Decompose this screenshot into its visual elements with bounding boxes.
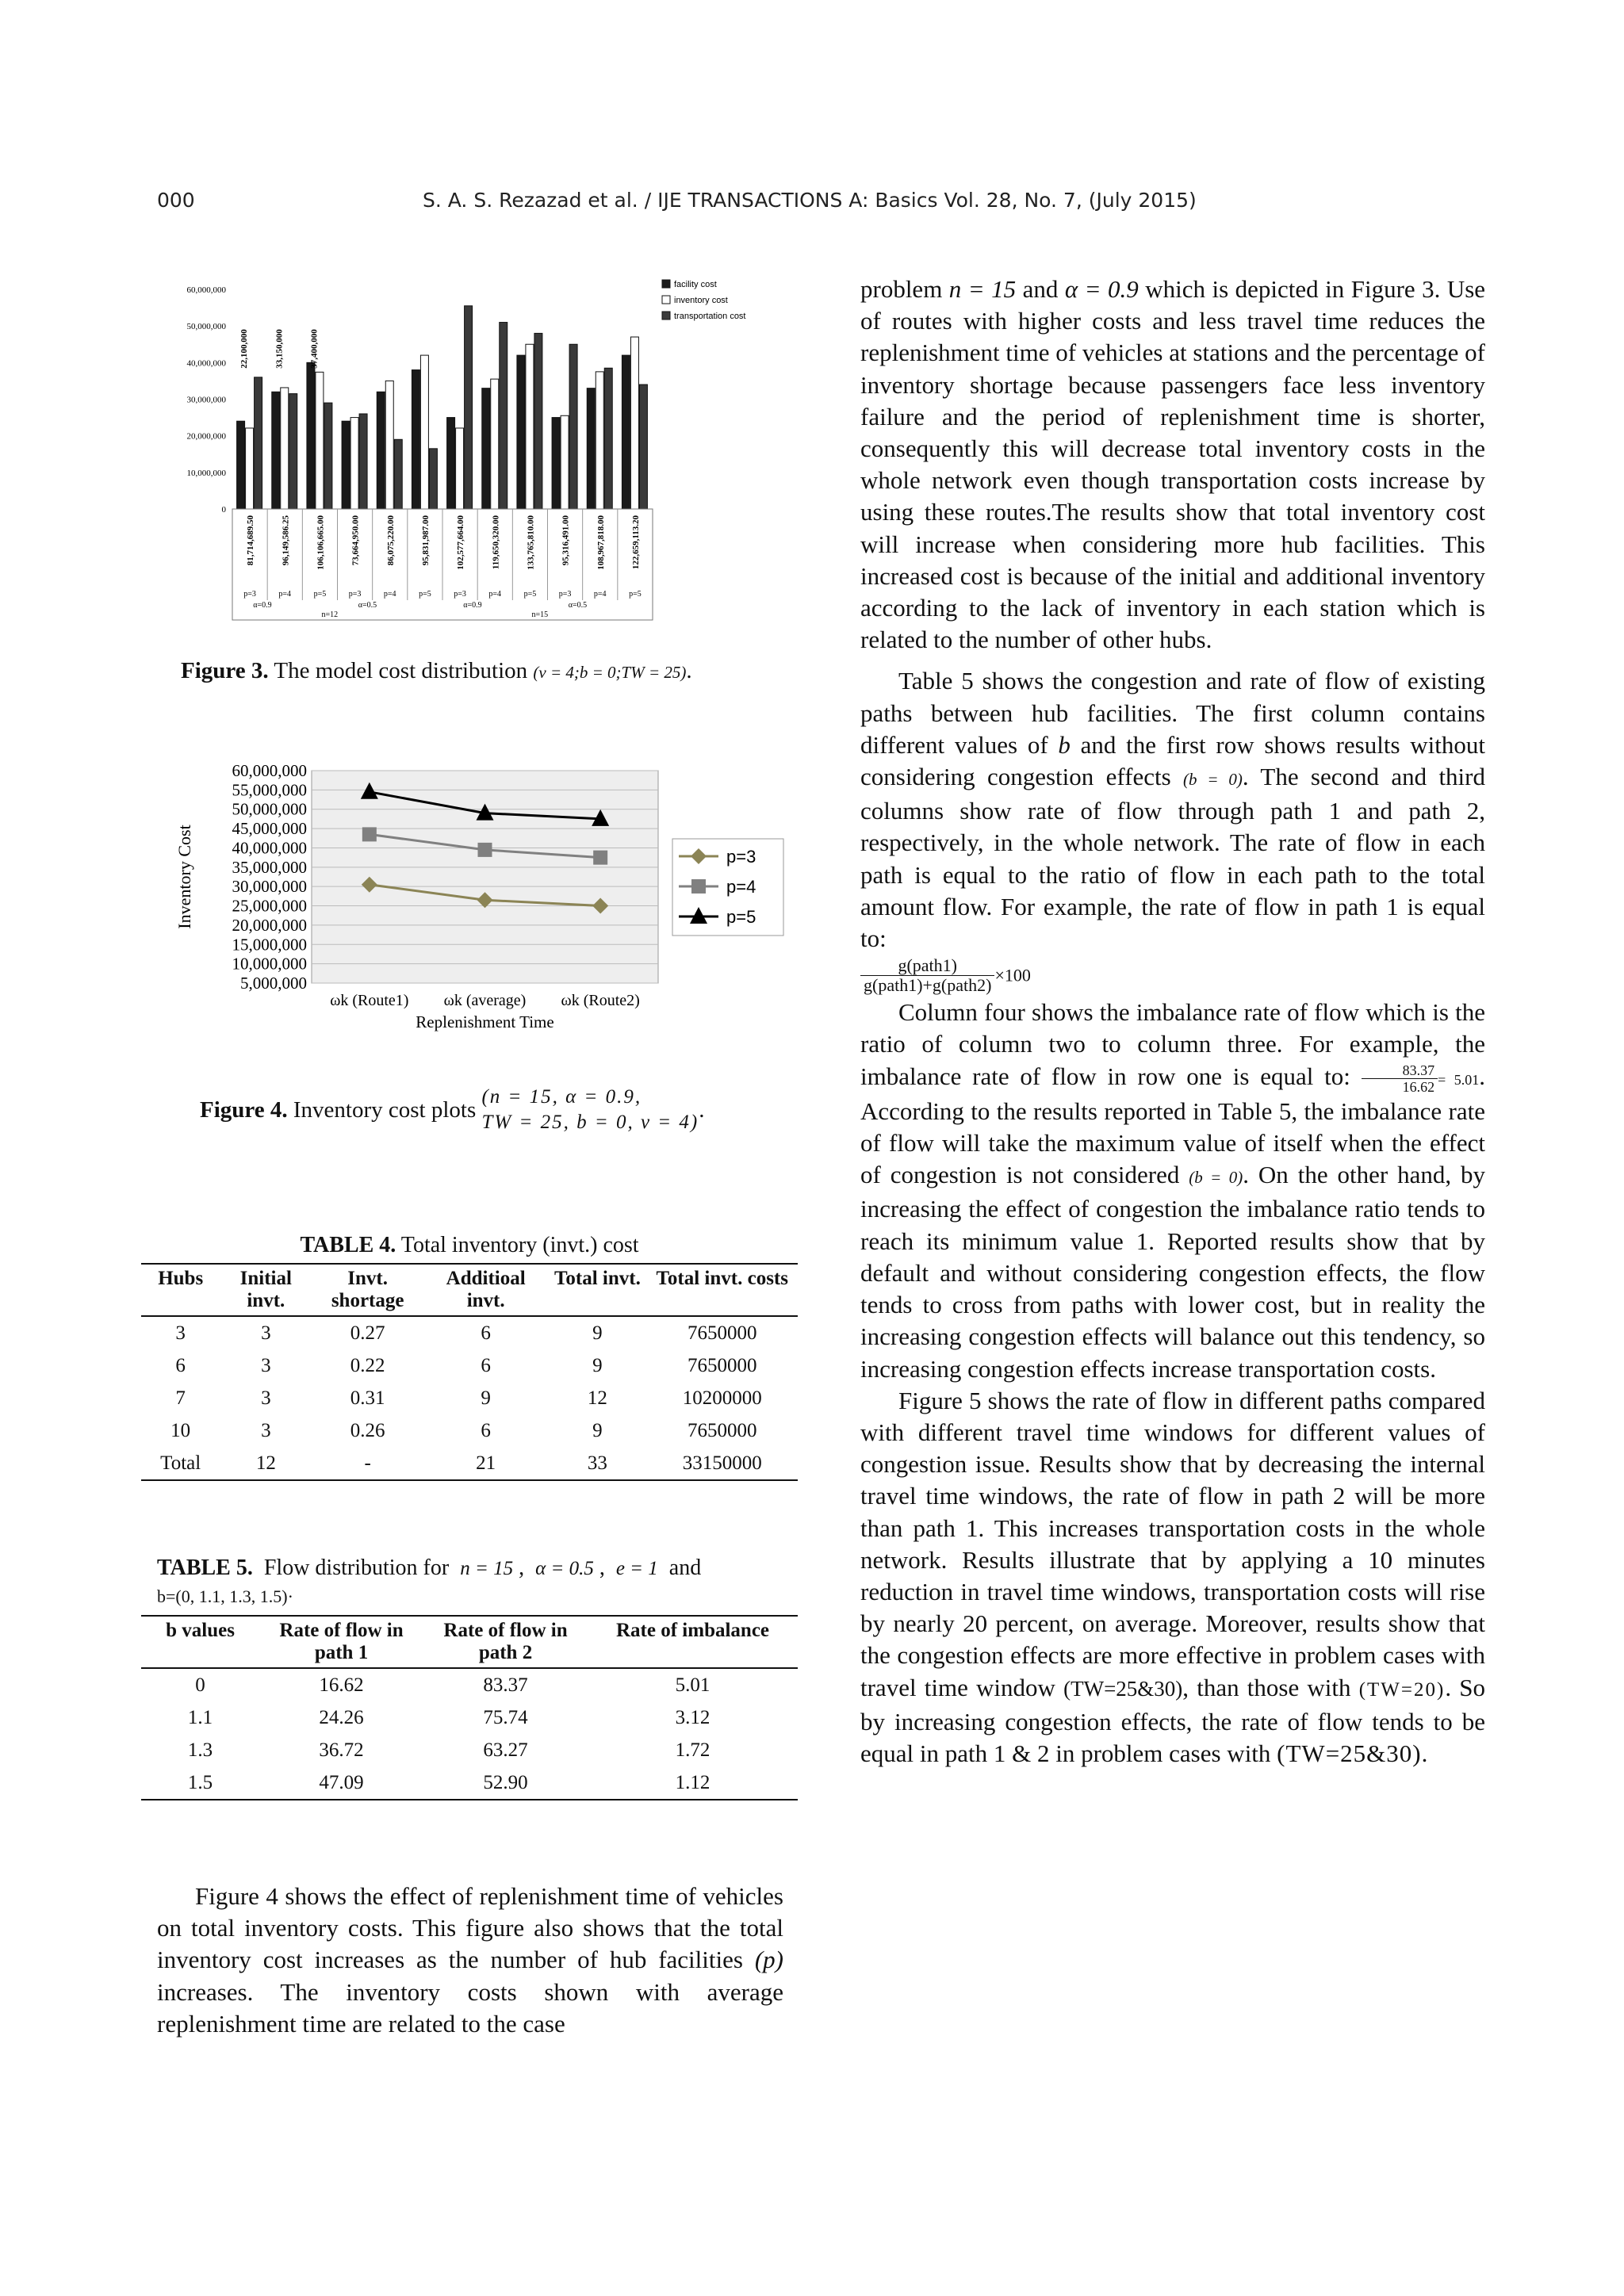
figure4-caption-end: . (699, 1096, 705, 1123)
table4-caption (141, 1233, 798, 1258)
total-label: 106,106,665.00 (316, 515, 326, 570)
right-p4-tw1: (TW=25&30) (1063, 1676, 1183, 1701)
paragraph (860, 997, 1485, 1384)
legend-label: inventory cost (674, 296, 728, 305)
alpha-label: α=0.5 (568, 601, 588, 610)
bar-transportation-cost (255, 377, 262, 509)
table5-caption-text: Flow distribution for (263, 1556, 450, 1580)
table5-caption-label: TABLE 5. (157, 1556, 253, 1580)
fraction-multiplier: ×100 (994, 965, 1031, 985)
figure4-caption (200, 1085, 705, 1135)
table-cell: 0.22 (350, 1354, 385, 1376)
marker-square (478, 843, 492, 857)
y-tick-label: 40,000,000 (186, 358, 226, 369)
table-cell: 83.37 (483, 1674, 528, 1696)
table-cell: 6 (175, 1354, 186, 1376)
right-p3-b: . According to the results reported in Table 5, the imbalance rate of flow will take the maximum value of itself when the effect of congestion is not considered (860, 1062, 1485, 1189)
table-cell: 3 (175, 1322, 186, 1344)
bar-inventory-cost (420, 355, 428, 509)
right-p2-b: and the first row shows results without considering congestion effects (860, 730, 1485, 791)
figure4-caption-params-1: (n = 15, α = 0.9, (481, 1086, 642, 1108)
category-label: p=4 (488, 590, 502, 599)
legend-label: p=4 (726, 877, 756, 897)
total-label: 86,075,220.00 (385, 515, 396, 566)
y-tick-label: 30,000,000 (186, 395, 226, 405)
bar-inventory-cost (246, 428, 254, 509)
table-cell: 7 (175, 1387, 186, 1409)
legend-label: facility cost (674, 280, 717, 289)
left-p1-sym: (p) (754, 1946, 784, 1974)
figure3-caption (181, 658, 692, 684)
table5-header: Rate of flow in path 2 (423, 1616, 588, 1668)
category-label: p=3 (243, 590, 256, 599)
right-p1-n: n = 15 (948, 275, 1017, 303)
table4-header: Initial invt. (220, 1264, 312, 1316)
table-cell: 6 (481, 1322, 491, 1344)
right-p2-b0: (b = 0) (1183, 770, 1243, 790)
inline-value-label: 37,400,000 (309, 329, 320, 369)
table5-caption-b: b=(0, 1.1, 1.3, 1.5) (157, 1586, 288, 1606)
bar-transportation-cost (359, 414, 367, 509)
table5-header: Rate of imbalance (588, 1616, 798, 1668)
category-label: p=3 (454, 590, 466, 599)
figure3-caption-label: Figure 3. (181, 658, 269, 683)
paragraph (157, 1881, 783, 2040)
page-number: 000 (157, 189, 195, 212)
x-tick-label: ωk (Route1) (330, 992, 409, 1009)
table-cell: 9 (592, 1419, 603, 1441)
y-tick-label: 35,000,000 (232, 857, 307, 877)
running-title: S. A. S. Rezazad et al. / IJE TRANSACTIONS A: Basics Vol. 28, No. 7, (July 2015) (423, 189, 1197, 212)
y-tick-label: 55,000,000 (232, 780, 307, 800)
legend-swatch (662, 312, 670, 320)
legend-swatch (662, 280, 670, 288)
paragraph (860, 665, 1485, 995)
x-tick-label: ωk (Route2) (561, 992, 640, 1009)
total-label: 96,149,586.25 (281, 515, 291, 566)
table5-caption: TABLE 5. Flow distribution for n = 15 , α = 0.5 , e = 1 and (157, 1556, 702, 1580)
table-row (141, 1447, 798, 1480)
fraction-numerator: 83.37 (1362, 1062, 1438, 1079)
x-axis-title: Replenishment Time (416, 1012, 554, 1031)
table-row (141, 1701, 798, 1734)
right-p3-c: . On the other hand, by increasing the effect of congestion the imbalance ratio tends to reach its minimum value 1. Reported results show that by default and without considering congestion effects, the flow tends to cross from paths with lower cost, but in reality the increasing congestion effects will balance out this tendency, so increasing congestion effects increase transportation costs. (860, 1161, 1486, 1383)
right-p4-b: , than those with (1182, 1673, 1351, 1701)
table-cell: 47.09 (259, 1766, 423, 1800)
table-cell: 12 (587, 1387, 607, 1409)
bar-transportation-cost (465, 306, 473, 509)
total-label: 102,577,664.00 (456, 515, 466, 570)
table-cell: 3 (261, 1419, 271, 1441)
total-label: 95,831,987.00 (420, 515, 431, 566)
right-p1-a: problem (860, 275, 943, 303)
right-p3-a: Column four shows the imbalance rate of flow which is the ratio of column two to column three. For example, the imbalance rate of flow in row one is equal to: (860, 998, 1485, 1090)
table-cell: 6 (481, 1354, 491, 1376)
right-p1-b: which is depicted in Figure 3. Use of routes with higher costs and less travel time reduces the replenishment time of vehicles at stations and the percentage of inventory shortage because passengers face less inventory failure and the period of replenishment time is shorter, consequently this will decrease total inventory costs in the whole network even though transportation costs increase by using these routes.The results show that total inventory cost will increase when considering more hub facilities. This increased cost is because of the initial and additional inventory according to the lack of inventory in each station which is related to the number of other hubs. (860, 275, 1486, 654)
table-cell: 3 (261, 1354, 271, 1376)
table5 (141, 1551, 798, 1800)
y-tick-label: 25,000,000 (232, 896, 307, 916)
table-cell: - (312, 1447, 423, 1480)
table-row (141, 1734, 798, 1766)
bar-inventory-cost (385, 381, 393, 509)
figure3-caption-end: . (686, 658, 692, 683)
right-p2-c: . The second and third columns show rate of flow through path 1 and path 2, respectively, in the whole network. The rate of flow in each path is equal to the ratio of flow in each path to the total amount flow. For example, the rate of flow in path 1 is equal to: (860, 763, 1485, 953)
table4-header: Total invt. costs (647, 1264, 798, 1316)
bar-inventory-cost (561, 415, 569, 509)
bar-inventory-cost (526, 344, 534, 509)
table-cell: 1.72 (675, 1739, 710, 1761)
figure4-caption-label: Figure 4. (200, 1096, 288, 1123)
figure3-chart (157, 274, 791, 638)
table-cell: 1.1 (187, 1706, 213, 1728)
table-cell: 1.12 (588, 1766, 798, 1800)
table-cell: 63.27 (483, 1739, 528, 1761)
alpha-label: α=0.9 (253, 601, 272, 610)
table-cell: 0.26 (350, 1419, 385, 1441)
table-cell: 1.5 (141, 1766, 259, 1800)
table-cell: 75.74 (483, 1706, 528, 1728)
table-cell: 7650000 (688, 1354, 757, 1376)
total-label: 81,714,689.50 (246, 515, 256, 566)
table4-header: Additioal invt. (423, 1264, 548, 1316)
table-cell: 33150000 (647, 1447, 798, 1480)
marker-square (362, 827, 377, 841)
category-label: p=4 (278, 590, 292, 599)
bar-facility-cost (587, 388, 595, 509)
bar-transportation-cost (569, 344, 577, 509)
right-p4-tw3: (TW=25&30) (1277, 1739, 1422, 1767)
table-cell: 1.3 (187, 1739, 213, 1761)
y-axis-title: Inventory Cost (174, 825, 194, 929)
alpha-label: α=0.5 (358, 601, 377, 610)
table5-caption-e: e = 1 (615, 1558, 658, 1579)
total-label: 95,316,491.00 (561, 515, 571, 566)
x-tick-label: ωk (average) (443, 992, 527, 1009)
y-tick-label: 20,000,000 (186, 431, 226, 442)
table-cell: 3.12 (675, 1706, 710, 1728)
table5-header: Rate of flow in path 1 (259, 1616, 423, 1668)
table-cell: 24.26 (319, 1706, 364, 1728)
table5-caption-b-line (157, 1586, 798, 1607)
right-p4-end: . (1421, 1739, 1428, 1767)
table-cell: 0 (195, 1674, 205, 1696)
right-p2-a: Table 5 shows the congestion and rate of flow of existing paths between hub facilities. The first column contains different values of (860, 667, 1485, 759)
right-p4-c: . So by increasing congestion effects, the rate of flow tends to be equal in path 1 & 2 in problem cases with (860, 1673, 1486, 1767)
paragraph (860, 1385, 1485, 1770)
table-cell: 9 (592, 1354, 603, 1376)
bar-transportation-cost (429, 449, 437, 509)
n-label: n=12 (321, 610, 339, 619)
bar-facility-cost (517, 355, 525, 509)
table-cell: 33 (548, 1447, 646, 1480)
table-cell: 6 (481, 1419, 491, 1441)
paragraph (860, 274, 1485, 656)
category-label: p=4 (383, 590, 396, 599)
bar-facility-cost (447, 418, 455, 509)
figure4-caption-text: Inventory cost plots (293, 1096, 477, 1123)
table-row (141, 1382, 798, 1414)
category-label: p=5 (419, 590, 431, 599)
category-label: p=5 (313, 590, 327, 599)
bar-facility-cost (377, 392, 385, 509)
y-tick-label: 20,000,000 (232, 915, 307, 935)
y-tick-label: 60,000,000 (232, 761, 307, 780)
table4 (141, 1233, 798, 1481)
fraction-denominator: g(path1)+g(path2) (864, 975, 992, 996)
bar-inventory-cost (630, 337, 638, 509)
table-cell: 7650000 (688, 1419, 757, 1441)
table-cell: 16.62 (319, 1674, 364, 1696)
right-column-text (860, 274, 1485, 1770)
table-cell: 10 (170, 1419, 191, 1441)
y-tick-label: 50,000,000 (232, 799, 307, 819)
bar-inventory-cost (316, 372, 324, 509)
bar-inventory-cost (350, 418, 358, 509)
marker-square (691, 879, 706, 894)
figure4-caption-params-2: TW = 25, b = 0, v = 4) (481, 1112, 699, 1133)
table5-grid (141, 1615, 798, 1800)
figure4-chart (173, 753, 791, 1047)
table-row (141, 1414, 798, 1447)
category-label: p=5 (523, 590, 537, 599)
y-tick-label: 30,000,000 (232, 877, 307, 897)
right-p1-and: and (1022, 275, 1059, 303)
table-cell: 3 (261, 1322, 271, 1344)
fraction-flow-rate (860, 956, 994, 995)
alpha-label: α=0.9 (463, 601, 482, 610)
table4-caption-text: Total inventory (invt.) cost (400, 1233, 639, 1257)
bar-transportation-cost (324, 403, 332, 509)
legend-label: transportation cost (674, 312, 746, 321)
table5-header: b values (141, 1616, 259, 1668)
table4-header: Hubs (141, 1264, 220, 1316)
bar-transportation-cost (500, 323, 508, 509)
table5-caption-end: · (287, 1586, 293, 1606)
table-row (141, 1349, 798, 1382)
bar-facility-cost (412, 370, 419, 509)
left-p1-tail: increases. The inventory costs shown with average replenishment time are related to the case (157, 1977, 783, 2038)
bar-inventory-cost (596, 372, 603, 509)
y-tick-label: 50,000,000 (186, 322, 226, 332)
table-cell: 52.90 (423, 1766, 588, 1800)
y-tick-label: 0 (221, 505, 226, 515)
table-cell: 5.01 (675, 1674, 710, 1696)
table4-header: Total invt. (548, 1264, 646, 1316)
bar-transportation-cost (394, 439, 402, 509)
figure3-caption-params: (v = 4;b = 0;TW = 25) (533, 663, 687, 682)
table-row (141, 1668, 798, 1701)
bar-facility-cost (272, 392, 280, 509)
category-label: p=4 (593, 590, 607, 599)
table-cell: 0.27 (350, 1322, 385, 1344)
total-label: 133,765,810.00 (526, 515, 536, 570)
category-label: p=3 (348, 590, 362, 599)
table-cell: 9 (592, 1322, 603, 1344)
table-cell: 0.31 (350, 1387, 385, 1409)
total-label: 73,664,950.00 (350, 515, 361, 566)
bar-inventory-cost (456, 428, 464, 509)
figure3-caption-text: The model cost distribution (274, 658, 528, 683)
bar-facility-cost (237, 421, 245, 509)
category-label: p=5 (629, 590, 642, 599)
bar-inventory-cost (491, 379, 499, 509)
fraction-imbalance (1362, 1062, 1438, 1095)
table5-caption-and: and (668, 1556, 702, 1580)
bar-transportation-cost (289, 394, 297, 509)
table4-caption-label: TABLE 4. (300, 1233, 396, 1257)
y-tick-label: 60,000,000 (186, 285, 226, 295)
y-tick-label: 10,000,000 (232, 954, 307, 974)
inline-value-label: 33,150,000 (274, 329, 285, 369)
y-tick-label: 10,000,000 (186, 468, 226, 478)
table5-caption-alpha: α = 0.5 (535, 1558, 594, 1579)
bar-inventory-cost (281, 388, 289, 509)
right-p4-a: Figure 5 shows the rate of flow in different paths compared with different travel time windows for different values of congestion issue. Results show that by decreasing the internal travel time windows, the rate of flow in path 2 will be more than path 1. This increases transportation costs in the whole network. Results illustrate that by applying a 10 minutes reduction in travel time windows, transportation costs will rise by nearly 20 percent, on average. Moreover, results show that the congestion effects are more effective in problem cases with travel time window (860, 1386, 1485, 1701)
y-tick-label: 5,000,000 (240, 974, 307, 993)
bar-transportation-cost (639, 385, 647, 509)
table5-caption-n: n = 15 (460, 1558, 514, 1579)
plot-area (312, 771, 658, 983)
table-cell: 12 (220, 1447, 312, 1480)
table-cell: 21 (423, 1447, 548, 1480)
bar-facility-cost (307, 362, 315, 509)
fraction-result: = 5.01 (1438, 1071, 1480, 1088)
table-cell: 36.72 (319, 1739, 364, 1761)
table-row (141, 1316, 798, 1349)
table-cell: 3 (261, 1387, 271, 1409)
marker-square (593, 851, 607, 865)
bar-facility-cost (622, 355, 630, 509)
fraction-numerator: g(path1) (860, 956, 994, 976)
total-label: 122,659,113.20 (630, 515, 641, 570)
y-tick-label: 45,000,000 (232, 819, 307, 839)
y-tick-label: 40,000,000 (232, 838, 307, 858)
left-p1: Figure 4 shows the effect of replenishment time of vehicles on total inventory costs. This figure also shows that the total inventory cost increases as the number of hub facilities (157, 1882, 783, 1974)
legend-label: p=5 (726, 907, 756, 927)
right-p4-tw2: (TW=20) (1358, 1678, 1446, 1701)
bar-facility-cost (552, 418, 560, 509)
category-label: p=3 (558, 590, 572, 599)
bar-facility-cost (342, 421, 350, 509)
table4-grid (141, 1263, 798, 1481)
right-p1-alpha: α = 0.9 (1064, 275, 1139, 303)
right-p2-b-sym: b (1058, 730, 1071, 759)
inline-value-label: 22,100,000 (239, 329, 250, 369)
table-cell: 9 (481, 1387, 491, 1409)
table-cell: Total (141, 1447, 220, 1480)
table-row (141, 1766, 798, 1800)
total-label: 119,650,320.00 (491, 515, 501, 570)
right-p3-b0: (b = 0) (1189, 1168, 1243, 1188)
bar-facility-cost (482, 388, 490, 509)
table4-header: Invt. shortage (312, 1264, 423, 1316)
legend-label: p=3 (726, 847, 756, 867)
y-tick-label: 15,000,000 (232, 935, 307, 955)
fraction-denominator: 16.62 (1402, 1079, 1435, 1096)
table-cell: 10200000 (682, 1387, 762, 1409)
n-label: n=15 (531, 610, 549, 619)
left-column-text (157, 1881, 783, 2040)
bar-transportation-cost (534, 333, 542, 509)
legend-swatch (662, 296, 670, 304)
bar-transportation-cost (604, 368, 612, 509)
table-cell: 7650000 (688, 1322, 757, 1344)
total-label: 108,967,818.00 (596, 515, 606, 570)
